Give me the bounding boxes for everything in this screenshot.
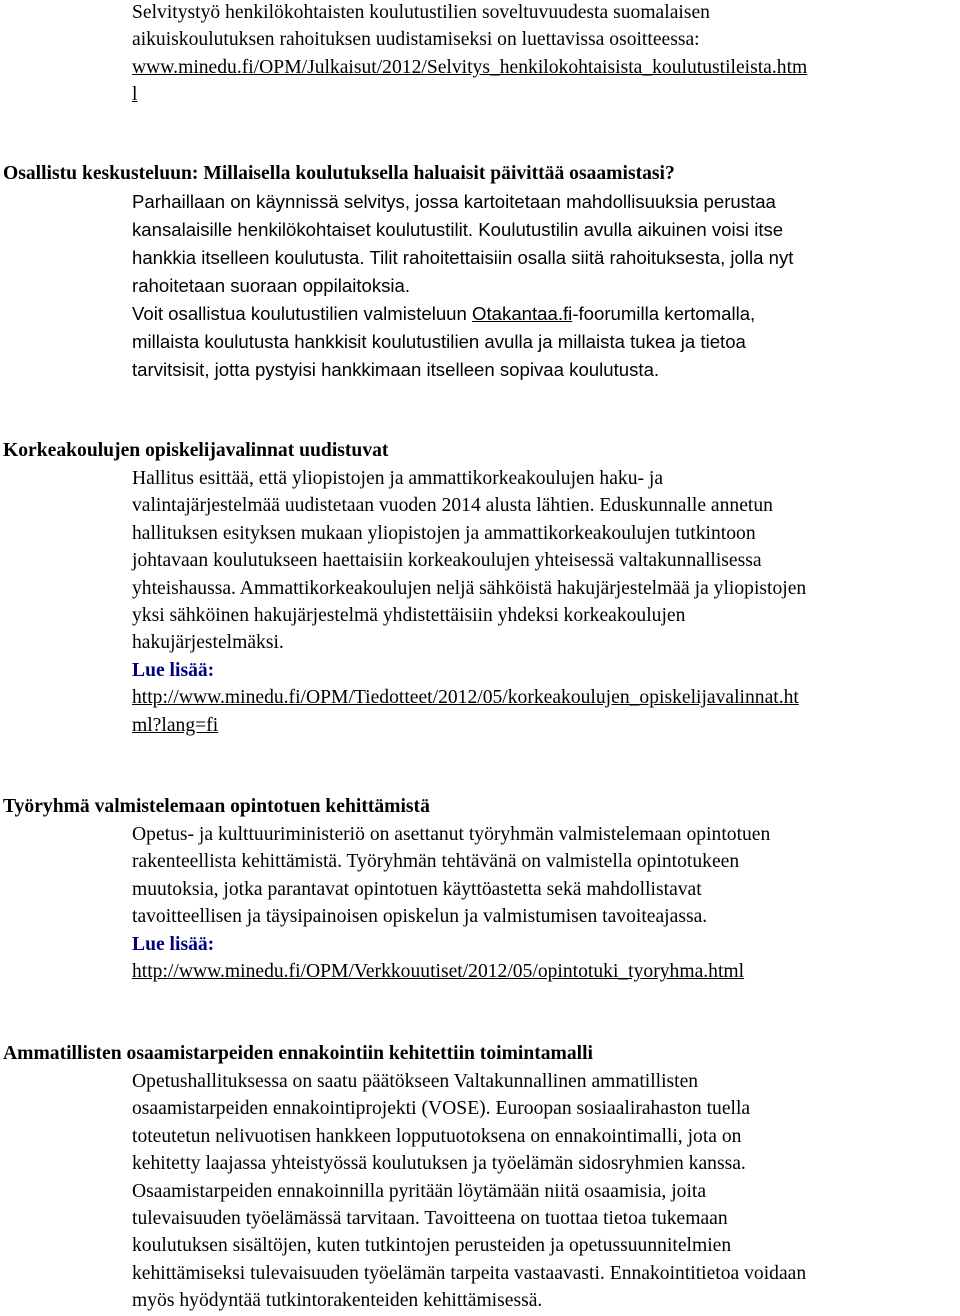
paragraph-line: tarvitsisit, jotta pystyisi hankkimaan itselleen sopivaa koulutusta. <box>132 359 660 380</box>
paragraph-line: kansalaisille henkilökohtaiset koulutustilit. Koulutustilin avulla aikuinen voisi itse <box>132 219 784 240</box>
paragraph-line: hallituksen esityksen mukaan yliopistojen ja ammattikorkeakoulujen tutkintoon <box>132 522 756 544</box>
paragraph-line: tulevaisuuden työelämässä tarvitaan. Tavoitteena on tuottaa tietoa tukemaan <box>132 1208 728 1230</box>
paragraph-line: muutoksia, jotka parantavat opintotuen käyttöastetta sekä mahdollistavat <box>132 878 702 900</box>
participate-after: -foorumilla kertomalla, <box>572 303 756 324</box>
paragraph-line: osaamistarpeiden ennakointiprojekti (VOSE). Euroopan sosiaalirahaston tuella <box>132 1098 751 1120</box>
paragraph-line: Parhaillaan on käynnissä selvitys, jossa kartoitetaan mahdollisuuksia perustaa <box>132 191 776 212</box>
paragraph-line: yksi sähköinen hakujärjestelmä yhdistettäisiin yhdeksi korkeakoulujen <box>132 605 686 627</box>
section-heading-korkeakoulu: Korkeakoulujen opiskelijavalinnat uudistuvat <box>3 440 389 461</box>
paragraph-line: millaista koulutusta hankkisit koulutustilien avulla ja millaista tukea ja tietoa <box>132 331 746 352</box>
read-more-label: Lue lisää: <box>132 659 215 681</box>
paragraph-line: koulutuksen sisältöjen, kuten tutkintojen perusteiden ja opetussuunnitelmien <box>132 1235 732 1257</box>
paragraph-line: kehitetty laajassa yhteistyössä koulutuksen ja työelämän sidosryhmien kanssa. <box>132 1153 746 1175</box>
paragraph-line: toteutetun nelivuotisen hankkeen lopputuotoksena on ennakointimalli, jota on <box>132 1125 742 1147</box>
participate-line <box>132 300 956 328</box>
paragraph-line: tavoitteellisen ja täysipainoisen opiskelun ja valmistumisen tavoiteajassa. <box>132 906 708 928</box>
paragraph-line: Opetushallituksessa on saatu päätökseen Valtakunnallinen ammatillisten <box>132 1071 699 1092</box>
paragraph-line: Osaamistarpeiden ennakoinnilla pyritään löytämään niitä osaamisia, joita <box>132 1180 707 1202</box>
url-line[interactable]: http://www.minedu.fi/OPM/Tiedotteet/2012/05/korkeakoulujen_opiskelijavalinnat.ht <box>132 687 799 709</box>
paragraph-line: myös hyödyntää tutkintorakenteiden kehittämisessä. <box>132 1290 543 1312</box>
korkeakoulu-url-link[interactable] <box>132 684 956 739</box>
ennakointi-paragraph <box>132 1068 956 1315</box>
intro-line: Selvitystyö henkilökohtaisten koulutustilien soveltuvuudesta suomalaisen <box>132 2 710 23</box>
paragraph-line: valintajärjestelmää uudistetaan vuoden 2014 alusta lähtien. Eduskunnalle annetun <box>132 495 773 517</box>
section-heading-opintotuki: Työryhmä valmistelemaan opintotuen kehittämistä <box>3 796 430 817</box>
opintotuki-paragraph <box>132 821 956 985</box>
intro-paragraph <box>132 0 956 109</box>
paragraph-line: johtavaan koulutukseen haettaisiin korkeakoulujen yhteisessä valtakunnallisessa <box>132 550 762 572</box>
paragraph-line: rakenteellista kehittämistä. Työryhmän tehtävänä on valmistella opintotukeen <box>132 851 740 873</box>
intro-line: aikuiskoulutuksen rahoituksen uudistamiseksi on luettavissa osoitteessa: <box>132 29 700 51</box>
paragraph-line: kehittämiseksi tulevaisuuden työelämän tarpeita vastaavasti. Ennakointitietoa voidaan <box>132 1262 807 1284</box>
section-heading-keskustelu: Osallistu keskusteluun: Millaisella koulutuksella haluaisit päivittää osaamistasi? <box>3 163 675 184</box>
section-heading-ennakointi: Ammatillisten osaamistarpeiden ennakointiin kehitettiin toimintamalli <box>3 1043 594 1064</box>
keskustelu-paragraph <box>132 188 956 384</box>
paragraph-line: Opetus- ja kulttuuriministeriö on asettanut työryhmän valmistelemaan opintotuen <box>132 824 771 845</box>
paragraph-line: hakujärjestelmäksi. <box>132 632 284 654</box>
intro-url-link[interactable] <box>132 54 956 109</box>
opintotuki-url-link[interactable]: http://www.minedu.fi/OPM/Verkkouutiset/2012/05/opintotuki_tyoryhma.html <box>132 961 745 983</box>
paragraph-line: hankkia itselleen koulutusta. Tilit rahoitettaisiin osalla siitä rahoituksesta, jolla nyt <box>132 247 794 268</box>
paragraph-line: yhteishaussa. Ammattikorkeakoulujen neljä sähköistä hakujärjestelmää ja yliopistojen <box>132 577 807 599</box>
intro-url-line[interactable]: l <box>132 84 138 106</box>
intro-url-line[interactable]: www.minedu.fi/OPM/Julkaisut/2012/Selvitys_henkilokohtaisista_koulutustileista.htm <box>132 56 808 78</box>
korkeakoulu-paragraph <box>132 465 956 739</box>
read-more-label: Lue lisää: <box>132 933 215 955</box>
paragraph-line: rahoitetaan suoraan oppilaitoksia. <box>132 275 411 296</box>
participate-before: Voit osallistua koulutustilien valmisteluun <box>132 303 473 324</box>
url-line[interactable]: ml?lang=fi <box>132 714 219 736</box>
paragraph-line: Hallitus esittää, että yliopistojen ja ammattikorkeakoulujen haku- ja <box>132 468 664 489</box>
otakantaa-link[interactable]: Otakantaa.fi <box>472 303 573 324</box>
